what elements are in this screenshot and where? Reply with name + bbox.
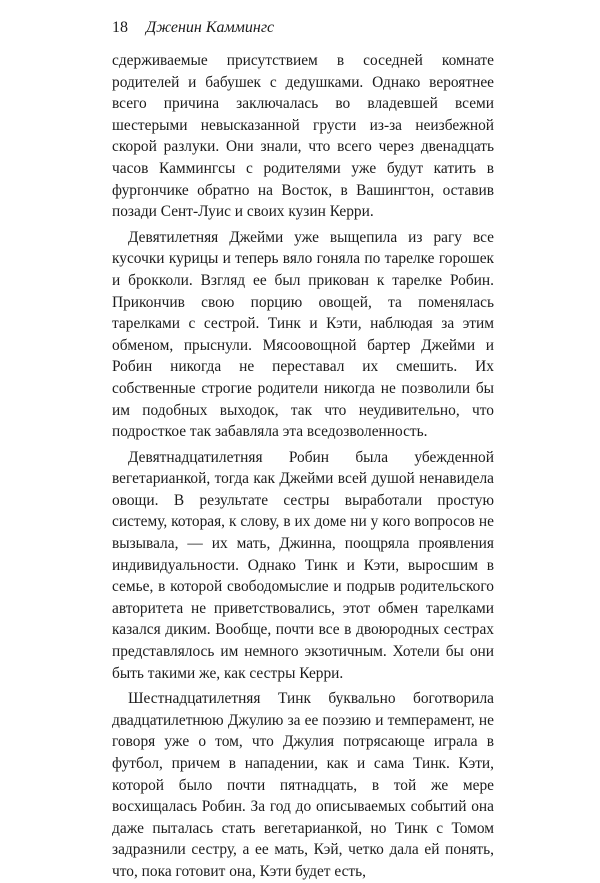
paragraph-1: сдерживаемые присутствием в соседней комнате родителей и бабушек с дедушками. Однако вероятнее всего причина заключалась во владевшей всеми шестерыми невысказанной грусти из-за неизбежной скорой разлуки. Они знали, что всего через двенадцать часов Каммингсы с родителями уже будут катить в фургончике обратно на Восток, в Вашингтон, оставив позади Сент-Луис и своих кузин Керри. [112,52,494,221]
paragraph-3: Девятнадцатилетняя Робин была убежденной вегетарианкой, тогда как Джейми всей душой ненавидела овощи. В результате сестры выработали простую систему, которая, к слову, в их доме ни у кого вопросов не вызывала, — их мать, Джинна, поощряла проявления индивидуальности. Однако Тинк и Кэти, выросшим в семье, в которой свободомыслие и подрыв родительского авторитета не приветствовались, этот обмен тарелками казался диким. Вообще, почти все в двоюродных сестрах представлялось им немного экзотичным. Хотели бы они быть такими же, как сестры Керри. [112,448,494,682]
page-number: 18 [112,19,128,36]
running-head: Дженин Каммингс [146,19,275,36]
page-header [112,17,532,39]
body-text [112,50,494,883]
paragraph-2: Девятилетняя Джейми уже выщепила из рагу все кусочки курицы и теперь вяло гоняла по тарелке горошек и брокколи. Взгляд ее был прикован к тарелке Робин. Прикончив свою порцию овощей, та поменялась тарелками с сестрой. Тинк и Кэти, наблюдая за этим обменом, прыснули. Мясоовощной бартер Джейми и Робин никогда не переставал их смешить. Их собственные строгие родители никогда не позволили бы им подобных выходок, так что неудивительно, что подросткое так забавляла эта вседозволенность. [112,228,494,441]
paragraph-4: Шестнадцатилетняя Тинк буквально боготворила двадцатилетнюю Джулию за ее поэзию и темперамент, не говоря уже о том, что Джулия потрясающе играла в футбол, причем в нападении, как и сама Тинк. Кэти, которой было почти пятнадцать, в той же мере восхищалась Робин. За год до описываемых событий она даже пыталась стать вегетарианкой, но Тинк с Томом задразнили сестру, а ее мать, Кэй, четко дала ей понять, что, пока готовит она, Кэти будет есть, [112,690,494,880]
